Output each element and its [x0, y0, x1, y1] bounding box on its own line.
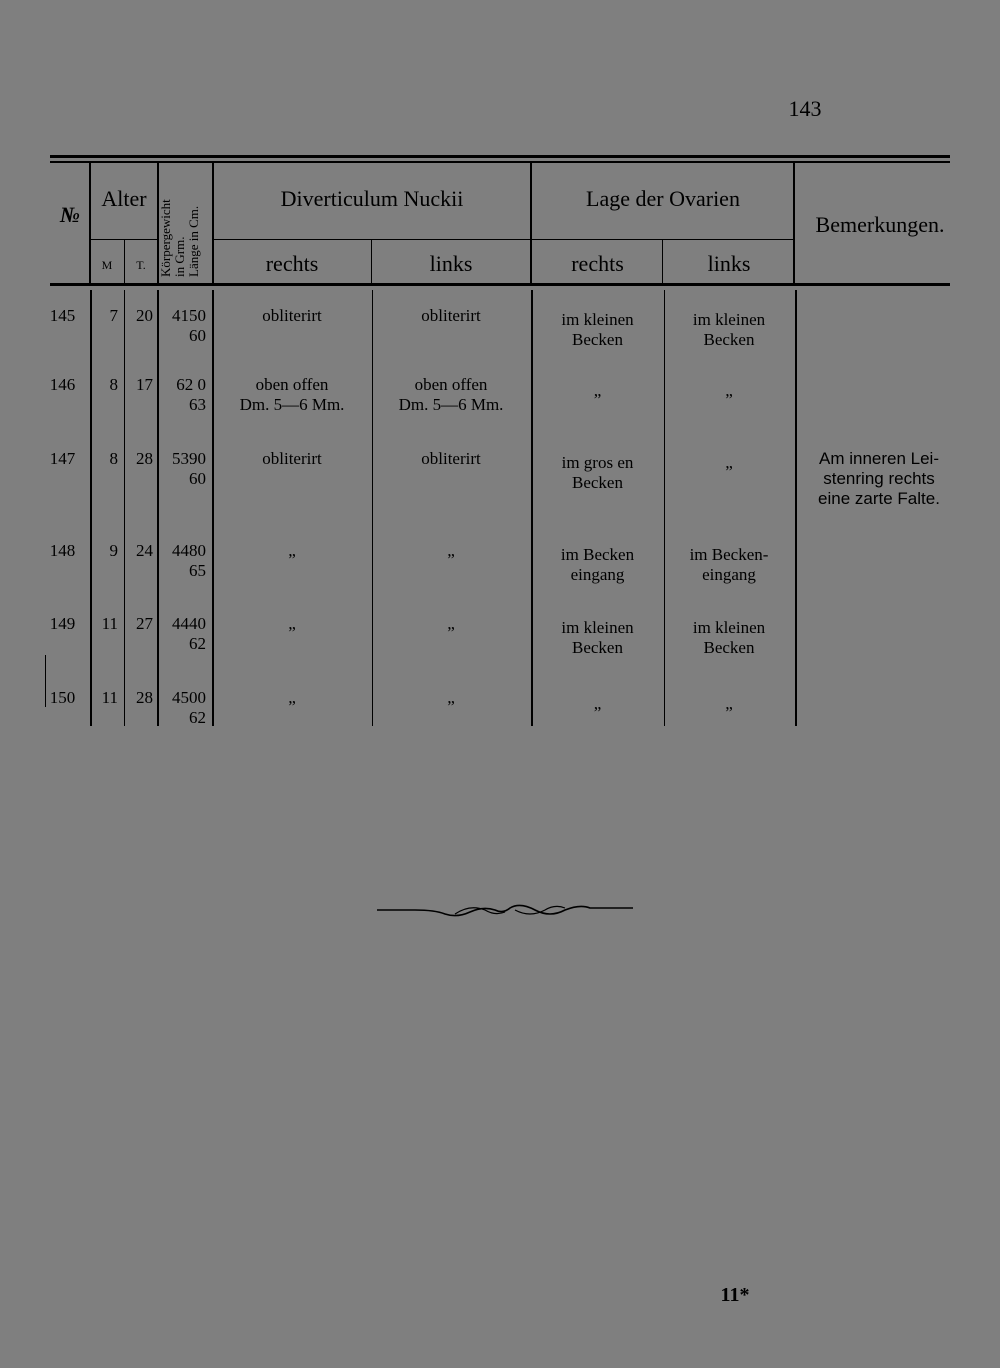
divert-links-line1: obliterirt: [421, 306, 481, 325]
length-cm: 63: [189, 395, 206, 414]
divert-rechts-line1: „: [288, 614, 296, 633]
divert-links-line2: Dm. 5—6 Mm.: [398, 395, 504, 414]
alter-days: 27: [136, 614, 153, 633]
header-bottom-rule: [50, 283, 950, 286]
ovar-rechts-line2: Becken: [572, 638, 623, 657]
weight-grams: 4440: [172, 614, 206, 633]
ovar-links-line1: „: [725, 381, 733, 400]
header-weight-line2: in Grm.: [172, 236, 187, 277]
body-sep-ov: [664, 290, 665, 726]
length-cm: 62: [189, 634, 206, 653]
alter-months: 8: [109, 375, 118, 394]
alter-months: 7: [109, 306, 118, 325]
ovar-links-line1: im Becken-: [689, 545, 769, 564]
header-lage: Lage der Ovarien: [586, 186, 740, 211]
row-number: 148: [49, 541, 76, 560]
length-cm: 62: [189, 708, 206, 727]
header-div-links: links: [429, 251, 473, 276]
ovar-rechts-line1: im Becken: [560, 545, 635, 564]
divert-links-line1: „: [447, 614, 455, 633]
divert-rechts-line1: obliterirt: [262, 306, 322, 325]
ovar-links-line2: Becken: [703, 638, 755, 657]
divert-rechts-line1: „: [288, 688, 296, 707]
weight-grams: 4480: [172, 541, 206, 560]
divert-links-line1: „: [447, 541, 455, 560]
header-ov-links: links: [707, 251, 751, 276]
header-alter: Alter: [101, 186, 147, 211]
ovar-rechts-line1: im gros en: [561, 453, 634, 472]
signature-mark: 11*: [720, 1284, 750, 1306]
ornament-divider: [375, 896, 635, 926]
divert-rechts-line1: obliterirt: [262, 449, 322, 468]
row-number: 145: [49, 306, 76, 325]
top-rule: [50, 155, 950, 158]
body-sep-lage: [531, 290, 533, 726]
ovar-rechts-line2: eingang: [570, 565, 625, 584]
weight-grams: 5390: [172, 449, 206, 468]
row-number: 149: [49, 614, 76, 633]
remark-line2: stenring rechts: [823, 469, 935, 488]
header-no: №: [59, 202, 81, 227]
divert-links-line1: oben offen: [414, 375, 488, 394]
ovar-links-line1: im kleinen: [692, 310, 766, 329]
divert-links-line1: obliterirt: [421, 449, 481, 468]
alter-days: 28: [136, 449, 153, 468]
alter-days: 28: [136, 688, 153, 707]
header-divert: Diverticulum Nuckii: [280, 186, 464, 211]
divert-rechts-line2: Dm. 5—6 Mm.: [239, 395, 345, 414]
body-sep-no: [90, 290, 92, 726]
ovar-rechts-line2: Becken: [572, 473, 623, 492]
ovar-links-line1: im kleinen: [692, 618, 766, 637]
header-alter-t: T.: [136, 258, 146, 272]
body-sep-weight: [212, 290, 214, 726]
body-sep-alter: [157, 290, 159, 726]
ovar-links-line2: Becken: [703, 330, 755, 349]
top-rule-2: [50, 161, 950, 163]
alter-days: 20: [136, 306, 153, 325]
header-bemerk: Bemerkungen.: [815, 212, 945, 237]
alter-months: 11: [101, 688, 118, 707]
divert-rechts-line1: oben offen: [255, 375, 329, 394]
body-sep-bem: [795, 290, 797, 726]
ovar-links-line2: eingang: [702, 565, 756, 584]
ovar-links-line1: „: [725, 694, 733, 713]
alter-days: 17: [136, 375, 153, 394]
ovar-rechts-line1: im kleinen: [561, 310, 634, 329]
ovar-rechts-line2: Becken: [572, 330, 623, 349]
alter-months: 9: [109, 541, 118, 560]
alter-months: 8: [109, 449, 118, 468]
row-number: 150: [49, 688, 76, 707]
ovar-rechts-line1: „: [593, 381, 602, 400]
row-number: 146: [49, 375, 76, 394]
length-cm: 60: [189, 469, 206, 488]
page-number: 143: [788, 96, 822, 121]
ovar-rechts-line1: im kleinen: [561, 618, 634, 637]
header-weight: [160, 165, 210, 277]
header-mid-rule-2: [213, 239, 793, 240]
remark-line3: eine zarte Falte.: [818, 489, 940, 508]
body-sep-mt: [124, 290, 125, 726]
alter-months: 11: [101, 614, 118, 633]
divert-links-line1: „: [447, 688, 455, 707]
divert-rechts-line1: „: [288, 541, 296, 560]
weight-grams: 4150: [172, 306, 206, 325]
remark-line1: Am inneren Lei-: [818, 449, 939, 468]
weight-grams: 62 0: [176, 375, 206, 394]
length-cm: 65: [189, 561, 206, 580]
alter-days: 24: [136, 541, 153, 560]
body-sep-div: [372, 290, 373, 726]
ovar-links-line1: „: [725, 453, 733, 472]
header-alter-m: M: [101, 258, 113, 272]
ovar-rechts-line1: „: [593, 694, 602, 713]
header-ov-rechts: rechts: [571, 251, 624, 276]
row-number: 147: [49, 449, 76, 468]
header-div-rechts: rechts: [265, 251, 319, 276]
header-weight-line3: Länge in Cm.: [186, 205, 201, 277]
weight-grams: 4500: [172, 688, 206, 707]
length-cm: 60: [189, 326, 206, 345]
header-weight-line1: Körpergewicht: [158, 199, 173, 277]
